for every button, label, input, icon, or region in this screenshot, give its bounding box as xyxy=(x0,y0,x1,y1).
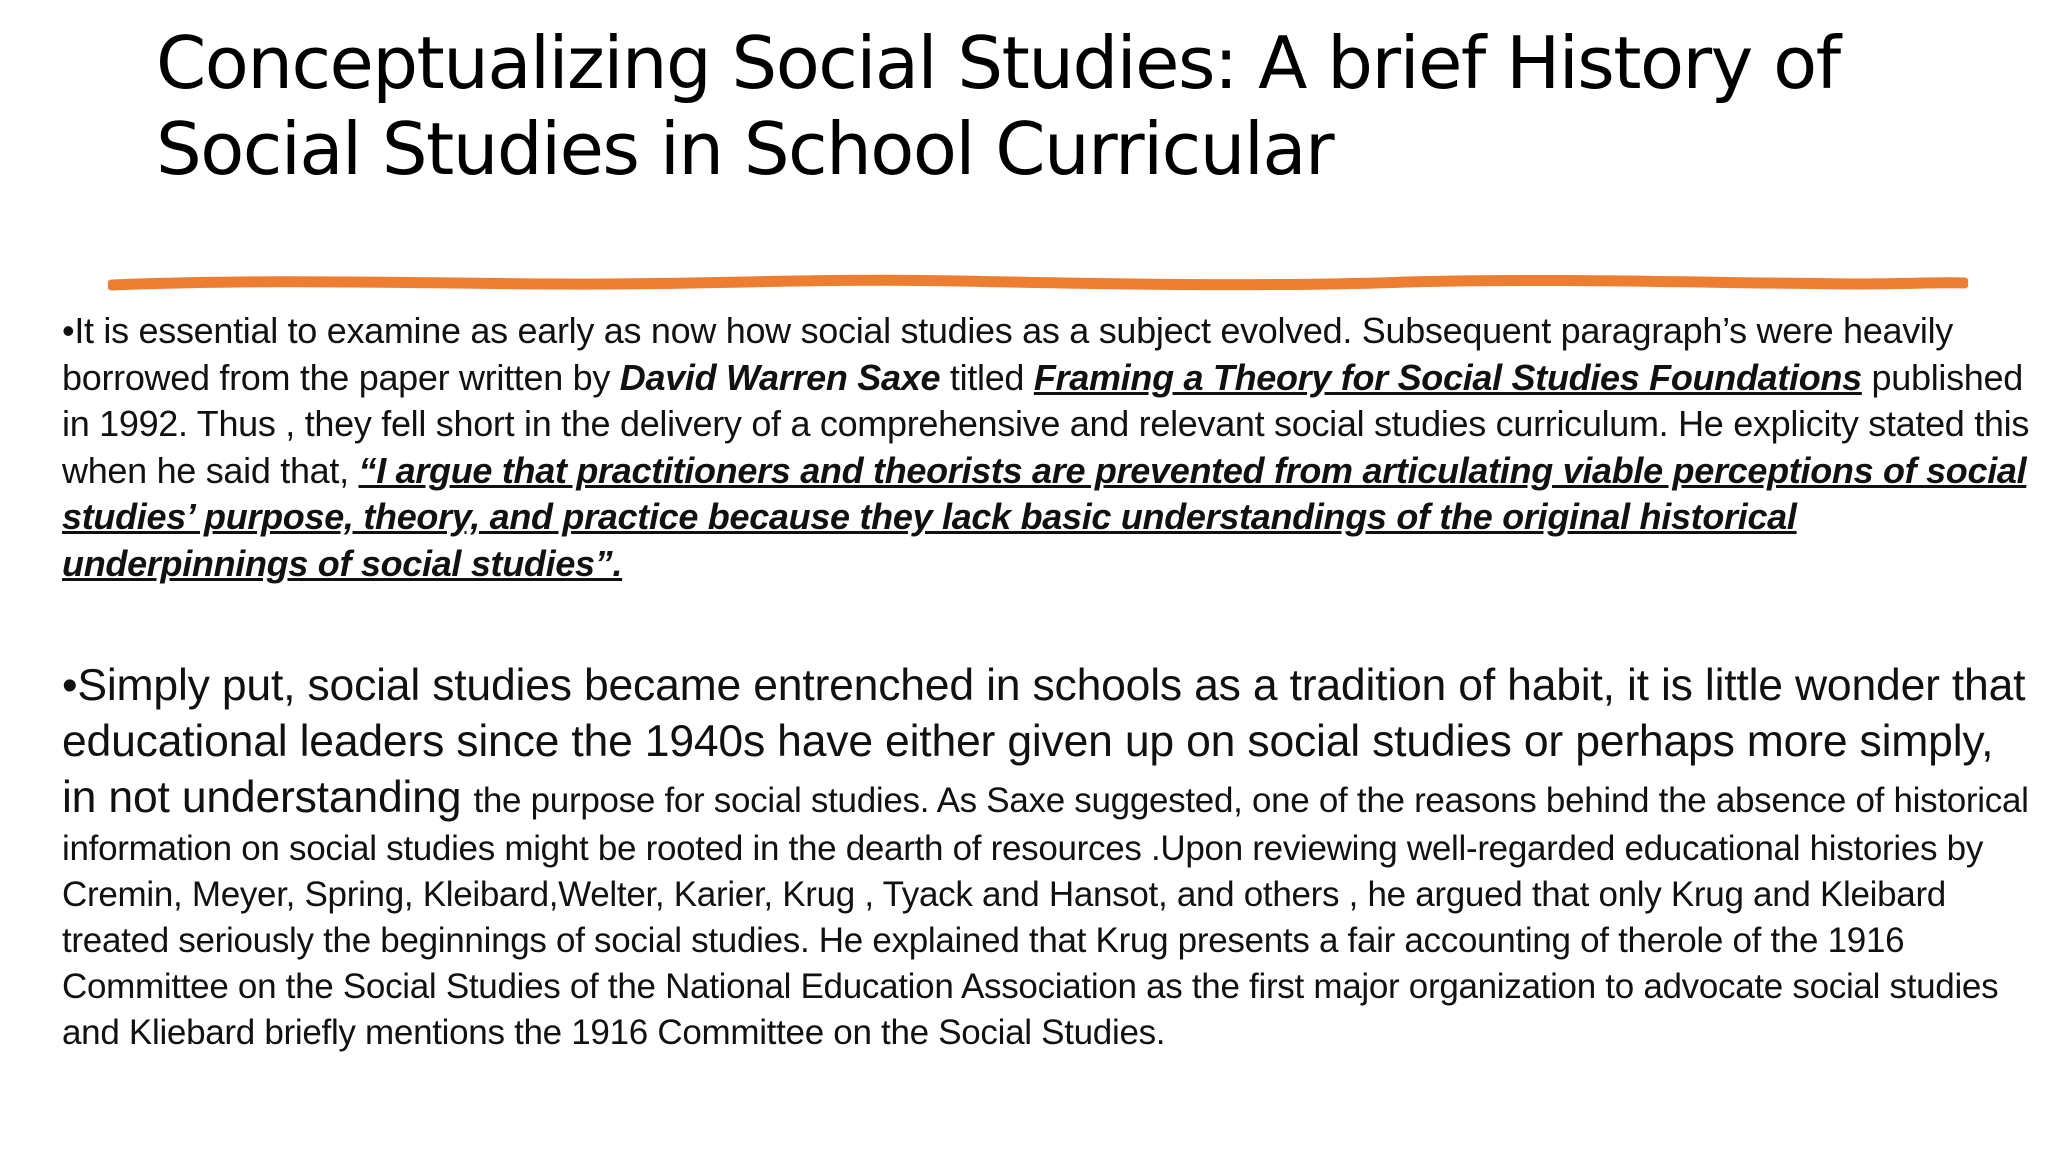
bullet-1: • xyxy=(62,310,75,351)
bullet-2: • xyxy=(62,661,78,710)
slide-title-line-2: Social Studies in School Curricular xyxy=(156,107,1334,191)
paragraph-1 xyxy=(62,308,2032,587)
paragraph-2-lead: Simply put, social studies became entrenched in schools as a tradition of habit, it is little wonder that educational leaders since the 1940s have either given up on social studies or perhaps more simply, in not understanding xyxy=(62,661,2026,822)
paragraph-2 xyxy=(62,658,2037,1056)
author-name: David Warren Saxe xyxy=(619,356,941,398)
paragraph-2-body: the purpose for social studies. As Saxe suggested, one of the reasons behind the absence of historical information on social studies might be rooted in the dearth of resources .Upon reviewing well-regarded educational histories by Cremin, Meyer, Spring, Kleibard,Welter, Karier, Krug , Tyack and Hansot, and others , he argued that only Krug and Kleibard treated seriously the beginnings of social studies. He explained that Krug presents a fair accounting of therole of the 1916 Committee on the Social Studies of the National Education Association as the first major organization to advocate social studies and Kliebard briefly mentions the 1916 Committee on the Social Studies. xyxy=(62,781,2029,1052)
paragraph-1-titled: titled xyxy=(940,356,1034,398)
saxe-quote: “I argue that practitioners and theorists are prevented from articulating viable perceptions of social studies’ purpose, theory, and practice because they lack basic understandings of the original historical underpinnings of social studies”. xyxy=(62,449,2027,584)
slide-title xyxy=(156,20,1956,192)
slide-title-line-1: Conceptualizing Social Studies: A brief History of xyxy=(156,21,1840,105)
paragraph-1-middle: published in 1992. Thus , they fell short in the delivery of a comprehensive and relevant social studies curriculum. He explicity stated this when he said that, xyxy=(62,356,2030,491)
paragraph-1-intro: It is essential to examine as early as now how social studies as a subject evolved. Subsequent paragraph’s were heavily borrowed from the paper written by xyxy=(62,310,1954,398)
title-underline-stroke xyxy=(108,270,1968,300)
paper-title: Framing a Theory for Social Studies Foundations xyxy=(1033,356,1862,398)
brush-stroke-path xyxy=(112,280,1964,285)
